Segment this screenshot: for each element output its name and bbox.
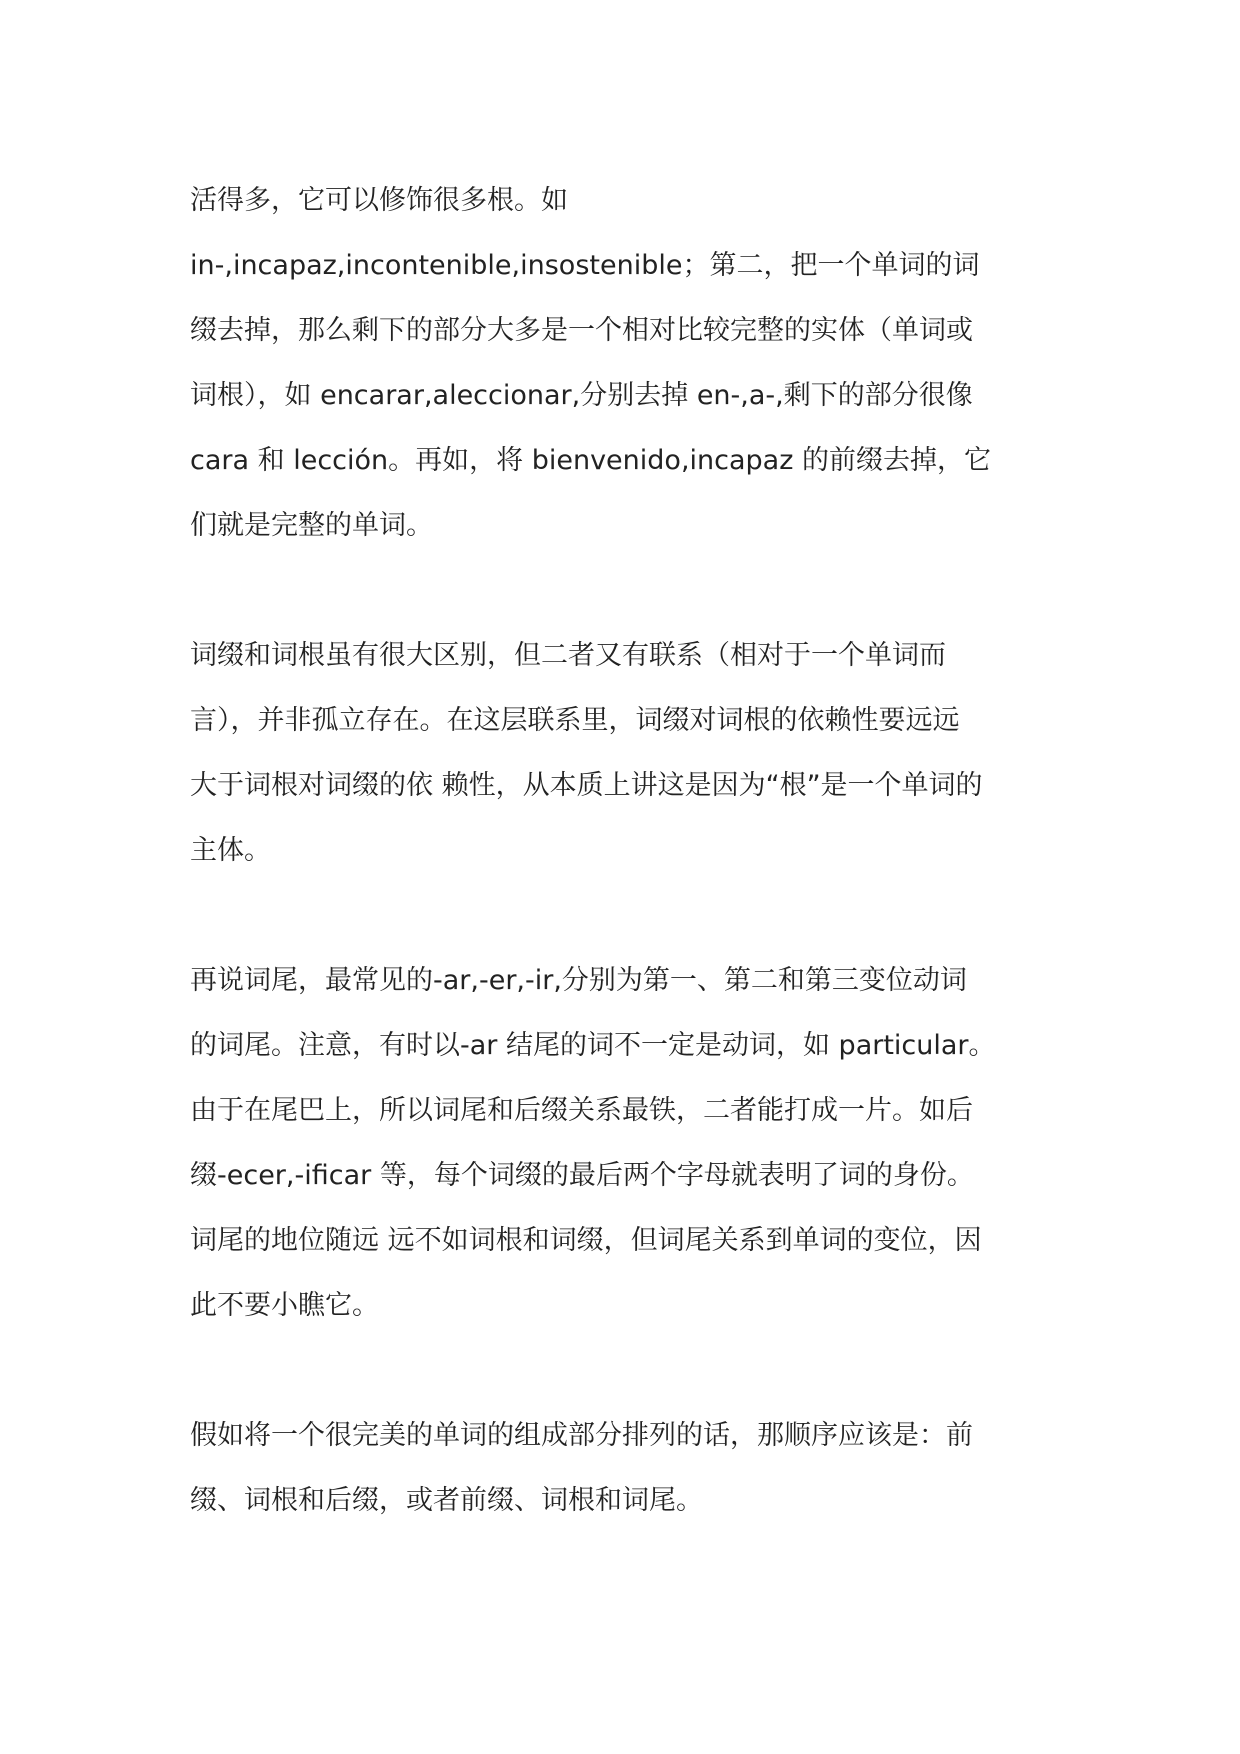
text-line: in-,incapaz,incontenible,insostenible；第二，把一个单词的词 xyxy=(190,250,980,281)
text-line: 主体。 xyxy=(190,835,271,866)
text-line: 言），并非孤立存在。在这层联系里，词缀对词根的依赖性要远远 xyxy=(190,705,960,736)
document-body xyxy=(190,168,1060,1533)
text-line: 缀-ecer,-ificar 等，每个词缀的最后两个字母就表明了词的身份。 xyxy=(190,1160,974,1191)
text-line: 的词尾。注意，有时以-ar 结尾的词不一定是动词，如 particular。 xyxy=(190,1030,996,1061)
text-line: 假如将一个很完美的单词的组成部分排列的话，那顺序应该是：前 xyxy=(190,1420,973,1451)
paragraph-3 xyxy=(190,948,1060,1338)
text-line: 大于词根对词缀的依 赖性，从本质上讲这是因为“根”是一个单词的 xyxy=(190,770,983,801)
paragraph-spacer xyxy=(190,883,1060,948)
paragraph-1 xyxy=(190,168,1060,558)
text-line: 活得多，它可以修饰很多根。如 xyxy=(190,185,568,216)
paragraph-4 xyxy=(190,1403,1060,1533)
text-line: 词缀和词根虽有很大区别，但二者又有联系（相对于一个单词而 xyxy=(190,640,946,671)
text-line: 词尾的地位随远 远不如词根和词缀，但词尾关系到单词的变位，因 xyxy=(190,1225,982,1256)
text-line: 由于在尾巴上，所以词尾和后缀关系最铁，二者能打成一片。如后 xyxy=(190,1095,973,1126)
paragraph-spacer xyxy=(190,1338,1060,1403)
text-line: 们就是完整的单词。 xyxy=(190,510,433,541)
text-line: cara 和 lección。再如，将 bienvenido,incapaz 的前缀去掉，它 xyxy=(190,445,991,476)
paragraph-2 xyxy=(190,623,1060,883)
text-line: 此不要小瞧它。 xyxy=(190,1290,379,1321)
paragraph-spacer xyxy=(190,558,1060,623)
text-line: 词根），如 encarar,aleccionar,分别去掉 en-,a-,剩下的部分很像 xyxy=(190,380,973,411)
text-line: 再说词尾，最常见的-ar,-er,-ir,分别为第一、第二和第三变位动词 xyxy=(190,965,967,996)
text-line: 缀、词根和后缀，或者前缀、词根和词尾。 xyxy=(190,1485,703,1516)
text-line: 缀去掉，那么剩下的部分大多是一个相对比较完整的实体（单词或 xyxy=(190,315,973,346)
